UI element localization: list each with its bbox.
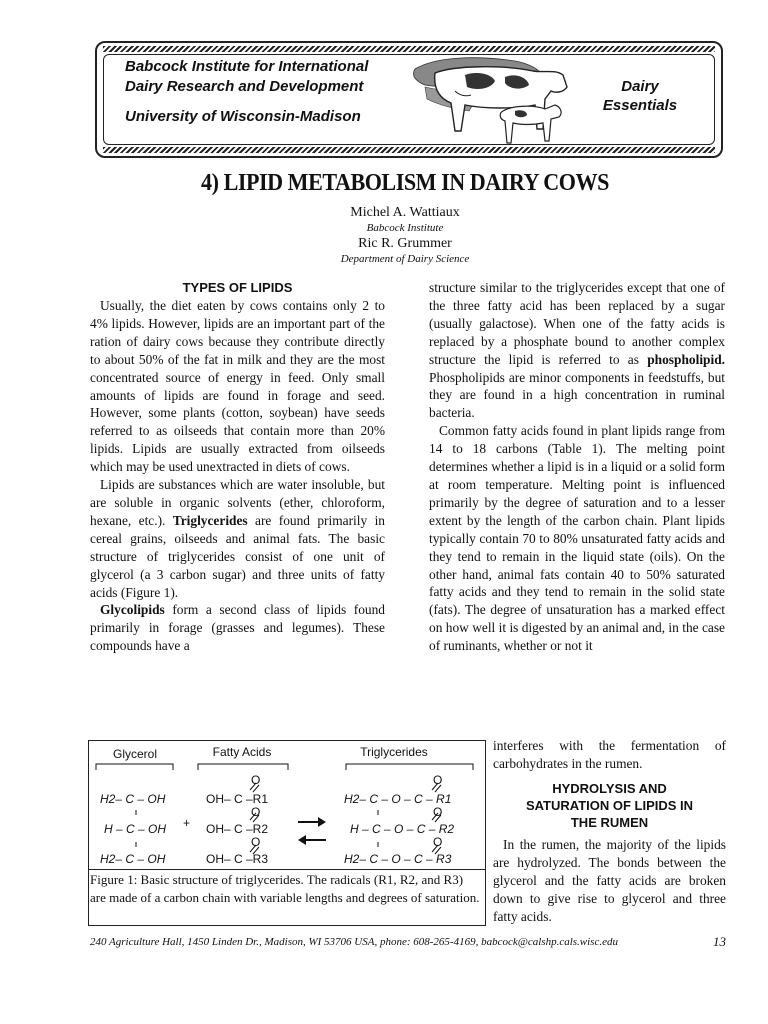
term-glycolipids: Glycolipids: [100, 602, 165, 618]
glycerol-row: H2– C – OH: [100, 852, 166, 866]
author-affiliation: Department of Dairy Science: [340, 253, 470, 265]
oxygen-atom: O: [251, 773, 261, 787]
left-column-text: [90, 297, 385, 655]
series-name-line2: Essentials: [602, 97, 678, 114]
oxygen-atom: O: [251, 835, 261, 849]
footer-address: 240 Agriculture Hall, 1450 Linden Dr., Madison, WI 53706 USA, phone: 608-265-4169, babcock@calshp.cals.wisc.edu: [90, 936, 618, 948]
figure-caption-divider: [88, 869, 486, 870]
series-name-line1: Dairy: [621, 78, 659, 95]
institute-name-line2: Dairy Research and Development: [125, 78, 364, 95]
triglyceride-row: H – C – O – C – R2: [350, 822, 455, 836]
fatty-acid-row: OH– C –R1: [206, 792, 269, 806]
page-title: 4) LIPID METABOLISM IN DAIRY COWS: [201, 170, 609, 196]
author-name: Michel A. Wattiaux: [350, 205, 460, 220]
label-triglycerides: Triglycerides: [360, 745, 428, 759]
triglyceride-diagram: [88, 740, 486, 870]
right-column-continuation: [493, 737, 726, 773]
glycerol-row: H – C – OH: [104, 822, 167, 836]
figure-caption: Figure 1: Basic structure of triglycerides. The radicals (R1, R2, and R3) are made of a carbon chain with variable lengths and degrees of saturation.: [90, 872, 480, 905]
paragraph: Usually, the diet eaten by cows contains only 2 to 4% lipids. However, lipids are an important part of the ration of dairy cows because they contribute directly to about 50% of the fat in milk and they are the most concentrated source of energy in feed. Only small amounts of lipids are found in forage and seed. However, some plants (cotton, soybean) have seeds referred to as oilseeds that contain more than 20% lipids. Lipids are usually extracted from oilseeds which may be used unextracted in diets of cows.: [90, 298, 385, 475]
institute-name-line1: Babcock Institute for International: [125, 58, 369, 75]
paragraph: interferes with the fermentation of carbohydrates in the rumen.: [493, 738, 726, 771]
paragraph: structure similar to the triglycerides except that one of the three fatty acid has been replaced by a sugar (usually galactose). When one of the fatty acids is replaced by a phosphate bound to another complex structure the lipid is referred to as phospholipid. Phospholipids are minor components in feedstuffs, but they are found in a high concentration in ruminal bacteria.: [429, 280, 725, 421]
oxygen-atom: O: [433, 835, 443, 849]
cow-logo-icon: [395, 51, 575, 149]
right-column-text: [429, 279, 725, 655]
university-name: University of Wisconsin-Madison: [125, 108, 361, 125]
paragraph: Lipids are substances which are water insoluble, but are soluble in organic solvents (ether, chloroform, hexane, etc.). Triglycerides are found primarily in cereal grains, oilseeds and animal fats. The basic structure of triglycerides consist of one unit of glycerol (a 3 carbon sugar) and three units of fatty acids (Figure 1).: [90, 477, 385, 600]
oxygen-atom: O: [251, 805, 261, 819]
paragraph: Common fatty acids found in plant lipids range from 14 to 18 carbons (Table 1). The melting point determines whether a lipid is in a liquid or a solid form at room temperature. Melting point is influenced primarily by the degree of saturation and to a lesser extent by the length of the carbon chain. Plant lipids typically contain 70 to 80% unsaturated fatty acids and they tend to remain in the liquid state (oils). On the other hand, animal fats contain 40 to 50% saturated fatty acids and they tend to remain in the solid state (fats). The degree of unsaturation has a marked effect on how well it is digested by an animal and, in the case of ruminants, whether or not it: [429, 423, 725, 654]
paragraph: Glycolipids form a second class of lipids found primarily in forage (grasses and legumes). These compounds have a: [90, 602, 385, 654]
plus-sign: +: [183, 816, 191, 830]
triglyceride-row: H2– C – O – C – R3: [344, 852, 452, 866]
author-affiliation: Babcock Institute: [366, 222, 444, 234]
triglyceride-row: H2– C – O – C – R1: [344, 792, 452, 806]
glycerol-row: H2– C – OH: [100, 792, 166, 806]
label-glycerol: Glycerol: [112, 747, 158, 761]
label-fatty-acids: Fatty Acids: [212, 745, 272, 759]
fatty-acid-row: OH– C –R3: [206, 852, 269, 866]
author-name: Ric R. Grummer: [358, 236, 452, 251]
term-phospholipid: phospholipid.: [647, 351, 725, 367]
oxygen-atom: O: [433, 773, 443, 787]
paragraph: In the rumen, the majority of the lipids are hydrolyzed. The bonds between the glycerol and the fatty acids are broken down to give rise to glycerol and three fatty acids.: [493, 837, 726, 924]
hydrolysis-text: [493, 836, 726, 926]
section-heading-types-of-lipids: TYPES OF LIPIDS: [182, 280, 293, 295]
page-number: 13: [713, 934, 726, 949]
fatty-acid-row: OH– C –R2: [206, 822, 269, 836]
term-triglycerides: Triglycerides: [172, 512, 248, 528]
section-heading-hydrolysis: HYDROLYSIS AND SATURATION OF LIPIDS IN THE RUMEN: [525, 781, 694, 830]
oxygen-atom: O: [433, 805, 443, 819]
